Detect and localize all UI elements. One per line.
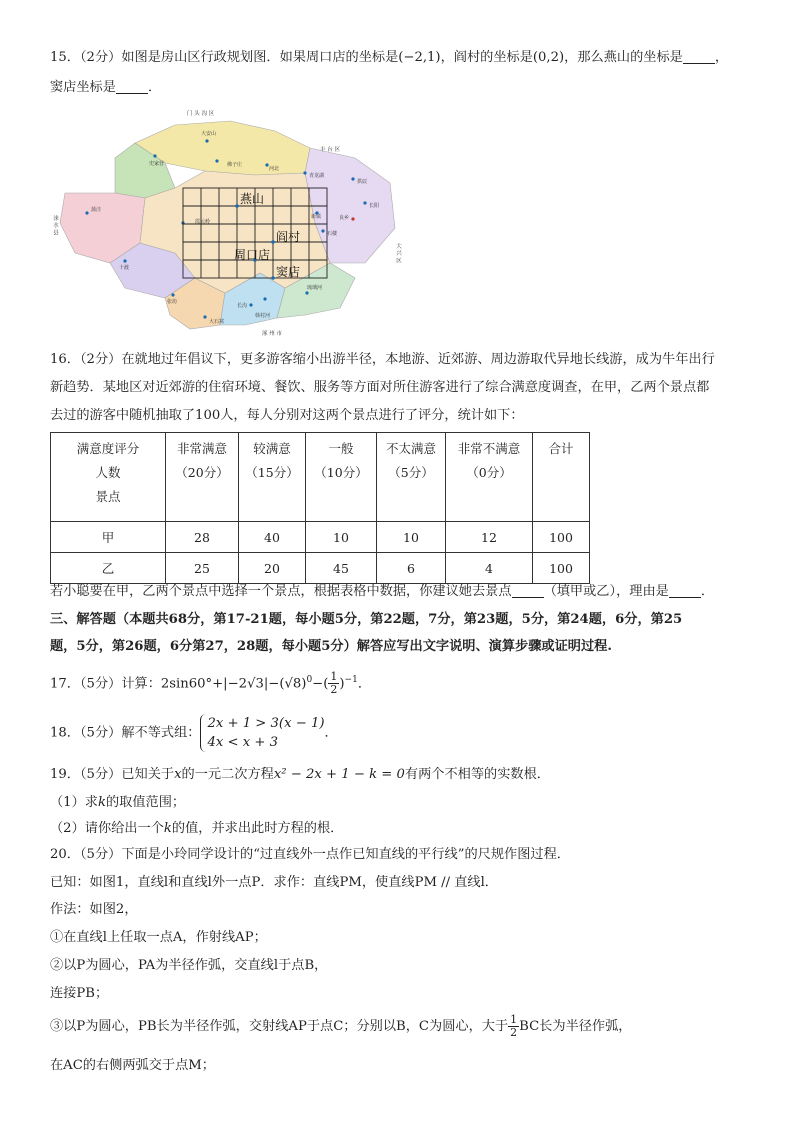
q19-sub2	[50, 817, 754, 841]
table-row	[51, 522, 590, 553]
town-label: 拱辰	[357, 179, 368, 185]
q18-prefix: 18．（5分）解不等式组：	[50, 725, 201, 741]
q15-line1	[50, 46, 754, 70]
q15-line2	[50, 76, 754, 100]
q15-tail2: ．	[147, 80, 162, 95]
q16-text: ．	[700, 584, 715, 599]
corner-label: 人数	[95, 465, 121, 480]
q17-prefix: 17．（5分）计算：	[50, 676, 161, 692]
answer-blank[interactable]	[683, 49, 715, 64]
q19-variable: k	[163, 821, 172, 836]
q19-line1	[50, 763, 754, 787]
town-label: 琉璃河	[307, 285, 323, 291]
q16-line1: 16．（2分）在就地过年倡议下，更多游客缩小出游半径，本地游、近郊游、周边游取代异地长线游，成为牛年出行	[50, 352, 715, 367]
q20-step1: ①在直线l上任取一点A，作射线AP；	[50, 930, 267, 945]
table-cell: 25	[166, 553, 239, 584]
label-doudian: 窦店	[276, 265, 301, 279]
q20-step3	[50, 1014, 754, 1039]
corner-label: 满意度评分	[76, 441, 140, 456]
table-cell: 100	[533, 522, 590, 553]
section3-line2: 题，5分，第26题，6分第27，28题，每小题5分）解答应写出文字说明、演算步骤或证明过程.	[50, 639, 612, 654]
header-name: 非常不满意	[457, 441, 521, 456]
table-cell: 45	[306, 553, 377, 584]
q17-expression: −(	[312, 676, 329, 692]
q17-expression: 2sin60°+|−2√3|−(√8)	[160, 676, 307, 692]
header-name: 较满意	[253, 441, 291, 456]
town-label: 史家营	[149, 161, 165, 167]
header-score: （20分）	[175, 465, 229, 480]
column-header	[533, 433, 590, 522]
header-score: （0分）	[466, 465, 512, 480]
inequality-system	[200, 714, 324, 752]
region-label-bottom: 涿 州 市	[262, 331, 282, 337]
q20-line1: 20．（5分）下面是小玲同学设计的“过直线外一点作已知直线的平行线”的尺规作图过程．	[50, 847, 570, 862]
corner-cell	[51, 433, 166, 522]
table-cell: 28	[166, 522, 239, 553]
q16-text: 若小聪要在甲，乙两个景点中选择一个景点，根据表格中数据，你建议她去景点	[50, 584, 512, 599]
fraction-numerator: 1	[330, 670, 338, 684]
q19-text: （2）请你给出一个	[50, 821, 164, 836]
column-header	[166, 433, 239, 522]
label-yancun: 阎村	[276, 230, 301, 244]
town-label: 石楼	[327, 231, 338, 237]
table-cell: 4	[446, 553, 533, 584]
answer-blank[interactable]	[669, 583, 701, 598]
label-zhoukoudian: 周口店	[234, 248, 271, 262]
answer-blank[interactable]	[512, 583, 544, 598]
table-cell: 12	[446, 522, 533, 553]
table-row	[51, 553, 590, 584]
q15-tail: ，	[714, 50, 729, 65]
q19-text: 的一元二次方程	[181, 767, 274, 782]
q19-text: （1）求	[50, 795, 98, 810]
region-label-left: 涞 水 县	[52, 215, 58, 235]
row-label: 甲	[51, 522, 166, 553]
table-cell: 40	[239, 522, 306, 553]
q20-text: BC长为半径作弧，	[519, 1019, 632, 1034]
fraction-denominator: 2	[510, 1026, 518, 1039]
q20-line2: 已知：如图1，直线l和直线l外一点P．求作：直线PM，使直线PM // 直线l．	[50, 875, 498, 890]
q17-tail: ．	[357, 676, 371, 692]
town-label: 张坊	[167, 299, 178, 305]
region-label-top: 门 头 沟 区	[187, 111, 215, 117]
row-label: 乙	[51, 553, 166, 584]
town-label: 霞云岭	[195, 219, 211, 225]
inequality-2: 4x < x + 3	[207, 735, 278, 750]
q19-variable: x	[174, 767, 182, 782]
column-header	[377, 433, 446, 522]
table-cell: 100	[533, 553, 590, 584]
table-cell: 6	[377, 553, 446, 584]
town-label: 大安山	[201, 131, 217, 137]
header-name: 合计	[548, 441, 574, 456]
fangshan-district-map	[52, 103, 405, 337]
header-score: （15分）	[245, 465, 299, 480]
town-label: 长沟	[237, 303, 248, 309]
town-label: 韩村河	[255, 313, 271, 319]
answer-blank[interactable]	[116, 79, 148, 94]
region-label-right: 大 兴 区	[395, 243, 401, 263]
q16-line3: 去过的游客中随机抽取了100人，每人分别对这两个景点进行了评分，统计如下：	[50, 408, 524, 423]
q20-step2: ②以P为圆心，PA为半径作弧，交直线l于点B，	[50, 958, 328, 973]
region-label-right-top: 丰 台 区	[320, 147, 340, 153]
q20-fraction	[508, 1014, 519, 1039]
q17-exponent: 0	[306, 675, 313, 685]
q16-line2: 新趋势．某地区对近郊游的住宿环境、餐饮、服务等方面对所住游客进行了综合满意度调查，在甲，乙两个景点都	[50, 380, 710, 395]
q20-step4: 在AC的右侧两弧交于点M；	[50, 1058, 215, 1073]
q19-sub1	[50, 791, 754, 815]
q19-text: 19．（5分）已知关于	[50, 767, 175, 782]
column-header	[239, 433, 306, 522]
town-label: 新镇	[311, 214, 322, 220]
header-score: （5分）	[388, 465, 434, 480]
q17-expression: )	[339, 676, 345, 692]
q17-exponent: −1	[344, 675, 358, 685]
header-name: 不太满意	[385, 441, 436, 456]
satisfaction-table	[50, 432, 590, 584]
q19-equation: x² − 2x + 1 − k = 0	[273, 767, 405, 782]
table-cell: 10	[306, 522, 377, 553]
q15-text: 15．（2分）如图是房山区行政规划图．如果周口店的坐标是(−2,1)，阎村的坐标是(0,2)，那么燕山的坐标是	[50, 50, 683, 65]
q20-text: ③以P为圆心，PB长为半径作弧，交射线AP于点C；分别以B，C为圆心，大于	[50, 1019, 509, 1034]
table-cell: 10	[377, 522, 446, 553]
q15-text2: 窦店坐标是	[50, 80, 116, 95]
q19-text: 的值，并求出此时方程的根．	[171, 821, 344, 836]
table-header-row	[51, 433, 590, 522]
town-label: 大石窝	[209, 319, 225, 325]
town-label: 长阳	[369, 203, 380, 209]
q20-line3: 作法：如图2，	[50, 902, 138, 917]
q17	[50, 668, 754, 696]
corner-label: 景点	[95, 489, 121, 504]
header-name: 非常满意	[176, 441, 227, 456]
label-yanshan: 燕山	[240, 192, 265, 206]
fraction-numerator: 1	[510, 1013, 518, 1026]
q18-tail: ．	[324, 725, 338, 741]
town-label: 青龙湖	[309, 173, 325, 179]
q19-variable: k	[97, 795, 106, 810]
header-name: 一般	[328, 441, 354, 456]
section3-line1: 三、解答题（本题共68分，第17-21题，每小题5分，第22题，7分，第23题，5分，第24题，6分，第25	[50, 612, 683, 627]
q20-step2b: 连接PB；	[50, 986, 109, 1001]
q19-text: 有两个不相等的实数根．	[404, 767, 550, 782]
town-label: 佛子庄	[227, 162, 243, 168]
q16-question	[50, 580, 754, 604]
town-label: 蒲洼	[91, 207, 102, 213]
fraction-denominator: 2	[330, 683, 338, 697]
town-label: 良乡	[339, 215, 350, 221]
column-header	[446, 433, 533, 522]
header-score: （10分）	[314, 465, 368, 480]
q17-fraction	[328, 671, 339, 696]
town-label: 河北	[269, 166, 280, 172]
inequality-1: 2x + 1 > 3(x − 1)	[207, 716, 325, 731]
table-cell: 20	[239, 553, 306, 584]
q16-text: （填甲或乙），理由是	[543, 584, 669, 599]
column-header	[306, 433, 377, 522]
q18	[50, 714, 754, 752]
town-label: 十渡	[119, 265, 130, 271]
q19-text: 的取值范围；	[105, 795, 186, 810]
